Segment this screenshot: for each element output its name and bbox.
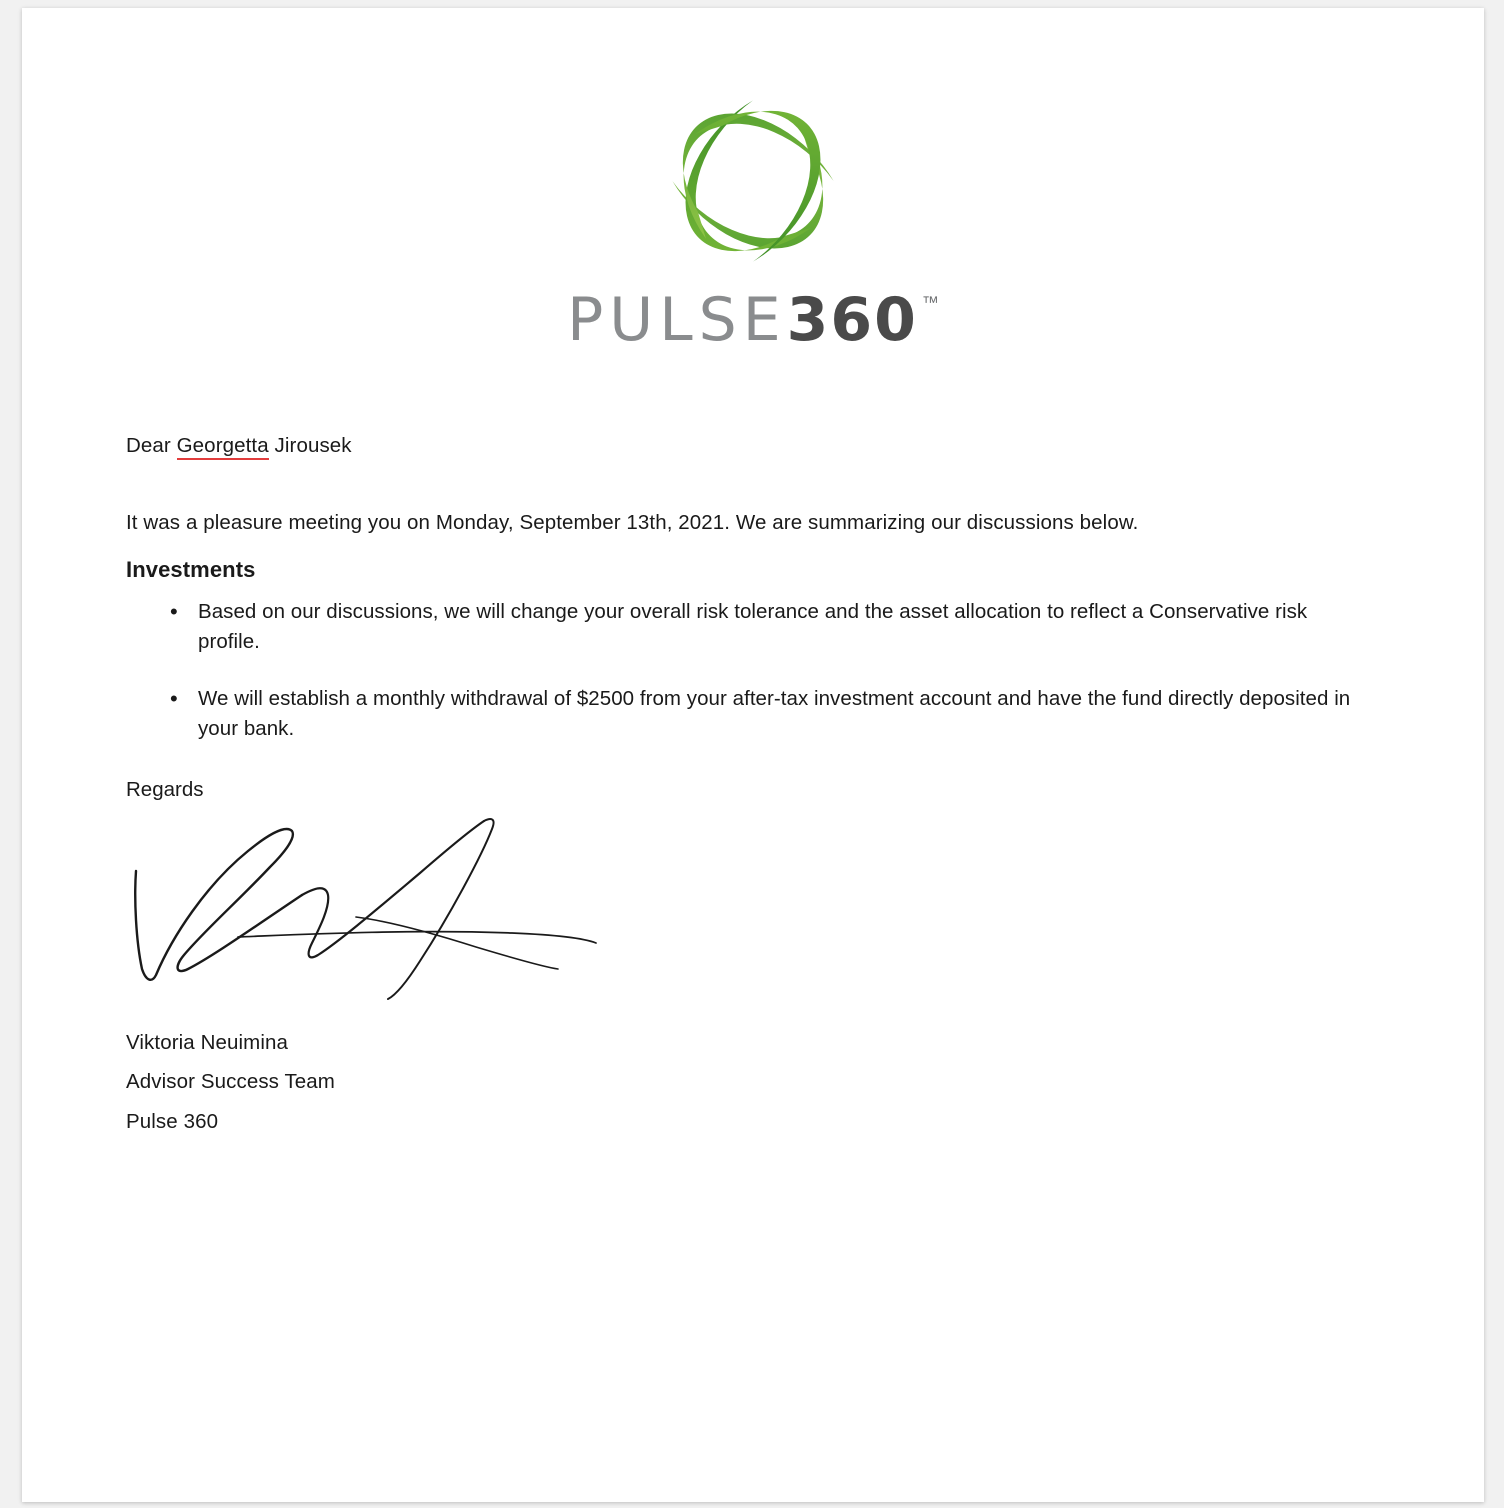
pulse360-orbit-logo-icon [658,86,848,276]
list-item: • Based on our discussions, we will change your overall risk tolerance and the asset allocation to reflect a Conservative risk profile. [198,597,1380,658]
signoff-block [126,1023,1380,1142]
investments-bullet-list [126,597,1380,744]
letter-body [22,436,1484,1142]
letterhead-logo [22,8,1484,355]
regards-line: Regards [126,778,204,802]
signer-name: Viktoria Neuimina [126,1030,288,1054]
intro-paragraph: It was a pleasure meeting you on Monday, September 13th, 2021. We are summarizing our discussions below. [126,510,1139,534]
handwritten-signature-image [120,809,640,1019]
salutation-prefix: Dear [126,434,177,457]
list-item: • We will establish a monthly withdrawal of $2500 from your after-tax investment account and have the fund directly deposited in your bank. [198,684,1380,745]
wordmark-360: 360 [786,285,918,355]
section-heading-investments: Investments [126,557,256,582]
recipient-first-name: Georgetta [177,434,269,460]
pulse360-wordmark [567,285,939,355]
trademark-symbol: ™ [921,293,939,312]
document-page [22,8,1484,1502]
recipient-last-name: Jirousek [268,434,352,457]
wordmark-pulse: PULSE [567,285,787,355]
signer-company: Pulse 360 [126,1109,219,1133]
signer-title: Advisor Success Team [126,1070,335,1094]
salutation-line [126,436,1380,457]
